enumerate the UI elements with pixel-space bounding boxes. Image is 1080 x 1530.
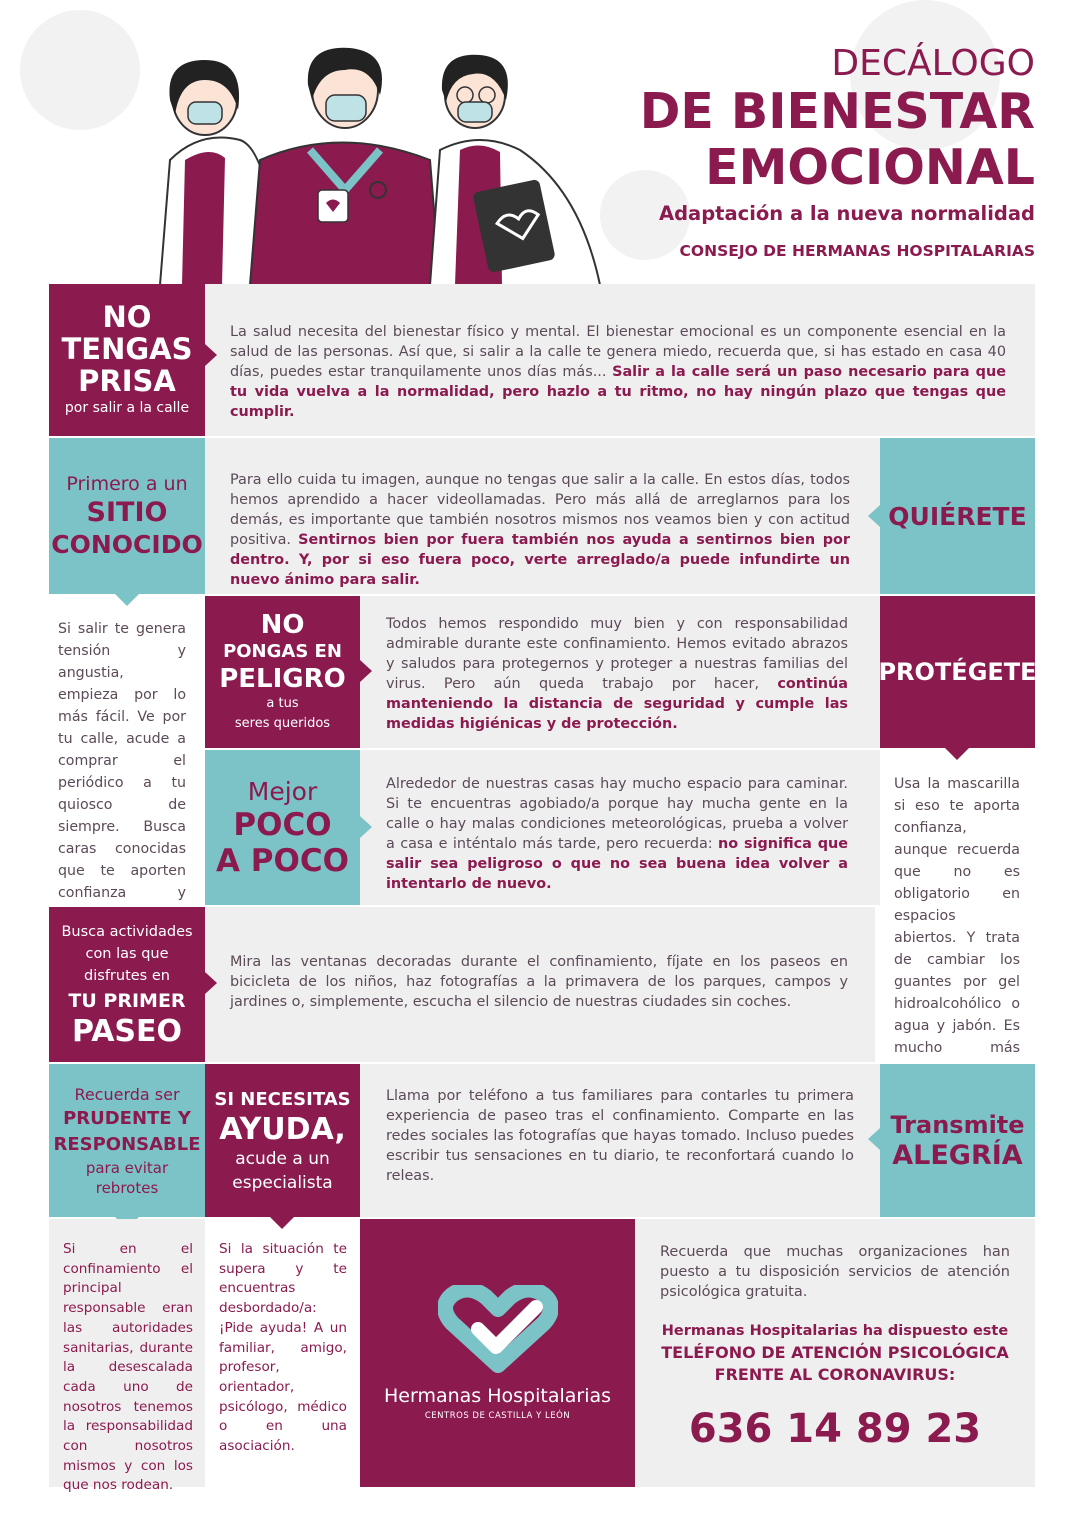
quierete-label: QUIÉRETE: [888, 501, 1027, 531]
s7-r1: Transmite: [890, 1110, 1025, 1139]
s1-t3: PRISA: [78, 364, 176, 398]
arrow: [360, 660, 372, 682]
arrow: [205, 344, 217, 366]
hh3: FRENTE AL CORONAVIRUS:: [714, 1365, 956, 1384]
arrow: [868, 505, 880, 527]
s6-t2: PRUDENTE Y: [63, 1107, 191, 1129]
s5-t2: con las que: [85, 945, 169, 962]
alegria-box: [880, 1064, 1035, 1217]
s3-t4: a tus: [266, 696, 299, 711]
s6-t3: RESPONSABLE: [53, 1133, 201, 1155]
s5-t1: Busca actividades: [61, 923, 193, 940]
bottom-left-text: Si en el confinamiento el principal responsable eran las autoridades sanitarias, durante la desescalada cada uno de nosotros tenemos la responsabilidad con nosotros mismos y con los que nos rodean.: [63, 1241, 193, 1494]
header-line2: DE BIENESTAR: [639, 83, 1035, 140]
heart-logo-icon: [438, 1285, 558, 1375]
hh2: TELÉFONO DE ATENCIÓN PSICOLÓGICA: [661, 1343, 1009, 1362]
s6-t5: rebrotes: [95, 1178, 159, 1197]
section-7-title: [205, 1064, 360, 1217]
arrow: [205, 972, 217, 994]
header-subtitle: Adaptación a la nueva normalidad: [658, 202, 1035, 225]
s1-t1: NO: [102, 300, 152, 334]
s1-p: La salud necesita del bienestar físico y mental. El bienestar emocional es un componente esencial en la salud de las personas. Así que, si salir a la calle te genera miedo, recuerda que, si has estado en casa 40 días, puedes estar tranquilamente unos días más...: [230, 324, 1006, 380]
s7-t4: especialista: [232, 1172, 333, 1193]
header: [640, 44, 1035, 262]
s7-t2: AYUDA,: [219, 1111, 346, 1147]
s2-bold: Sentirnos bien por fuera también nos ayuda a sentirnos bien por dentro. Y, por si eso fuera poco, verte arreglado/a puede infundirte un nuevo ánimo para salir.: [230, 532, 851, 588]
section-7-text: Llama por teléfono a tus familiares para contarles tu primera experiencia de paseo tras el confinamiento. Comparte en las redes sociales las fotografías que hayas tomado. Incluso puedes escribir tus sensaciones en tu diario, te reconfortará cuando lo releas.: [386, 1088, 854, 1184]
section-3-text: [386, 614, 848, 734]
section-5-text: Mira las ventanas decoradas durante el confinamiento, fíjate en los paseos en bicicleta de los niños, haz fotografías a la primavera de los parques, campos y jardines o, simplemente, escucha el silencio de nuestras ciudades sin coches.: [230, 954, 848, 1010]
section-3-title: [205, 596, 360, 748]
arrow: [270, 1217, 294, 1229]
s5-t4: TU PRIMER: [68, 989, 186, 1012]
s2-p: Para ello cuida tu imagen, aunque no tengas que salir a la calle. En estos días, todos hemos aprendido a hacer videollamadas. Pero más allá de arreglarnos para los demás, es importante que también nosotros mismos nos veamos bien y con actitud positiva.: [230, 472, 850, 548]
logo-sub: CENTROS DE CASTILLA Y LEÓN: [424, 1411, 571, 1421]
s4-p: Alrededor de nuestras casas hay mucho espacio para caminar. Si te encuentras agobiado/a porque hay mucha gente en la calle o hay malas condiciones meteorológicas, prueba a volver a casa e inténtalo más tarde, pero recuerda:: [386, 776, 848, 852]
info-text: Recuerda que muchas organizaciones han puesto a tu disposición servicios de atención psicológica gratuita.: [660, 1244, 1010, 1300]
arrow: [360, 816, 372, 838]
s6-t4: para evitar: [85, 1158, 169, 1177]
left-column-text-1: Si salir te genera tensión y angustia, empieza por lo más fácil. Ve por tu calle, acude a comprar el periódico a tu quiosco de siempre. Busca caras conocidas que te aporten confianza y: [58, 621, 186, 901]
section-1-title: [49, 284, 205, 436]
s5-t5: PASEO: [71, 1013, 183, 1049]
hh1: Hermanas Hospitalarias ha dispuesto este: [661, 1323, 1009, 1339]
header-org: CONSEJO DE HERMANAS HOSPITALARIAS: [679, 242, 1035, 260]
section-6-title: [49, 1064, 205, 1217]
s7-r2: ALEGRÍA: [892, 1139, 1023, 1171]
s3-t2: PONGAS EN: [223, 641, 342, 662]
s4-t1: Mejor: [247, 776, 318, 806]
s5-t3: disfrutes en: [84, 967, 170, 984]
section-2-title: [49, 438, 205, 594]
s3-p: Todos hemos respondido muy bien y con responsabilidad admirable durante este confinamiento. Hemos evitado abrazos y saludos para protegernos y proteger a nuestras familias del virus. Pero aún queda trabajo por hacer,: [386, 616, 848, 692]
s6-t1: Recuerda ser: [74, 1084, 180, 1104]
protegete-box: [880, 596, 1035, 748]
header-line3: EMOCIONAL: [705, 139, 1035, 196]
quierete-box: [880, 438, 1035, 594]
s4-bold: no significa que salir sea peligroso o que no sea buena idea volver a intentarlo de nuevo.: [386, 836, 848, 892]
s7-t3: acude a un: [235, 1148, 330, 1169]
s3-t3: PELIGRO: [219, 664, 346, 694]
s7-t1: SI NECESITAS: [214, 1088, 351, 1110]
s1-t4: por salir a la calle: [64, 400, 190, 416]
section-4-title: [205, 750, 360, 905]
arrow: [115, 594, 139, 606]
s2-t1: Primero a un: [66, 473, 188, 495]
phone-info: [640, 1320, 1030, 1454]
arrow: [945, 748, 969, 760]
s4-t3: A POCO: [216, 842, 349, 879]
s3-t5: seres queridos: [234, 716, 331, 731]
section-5-title: [49, 907, 205, 1062]
section-2-text: [230, 470, 850, 590]
s3-bold: continúa manteniendo la distancia de seguridad y cumple las medidas higiénicas y de protección.: [386, 676, 848, 732]
arrow: [868, 1128, 880, 1150]
s1-t2: TENGAS: [61, 332, 193, 366]
s3-t1: NO: [260, 610, 305, 640]
virus-decoration: [20, 10, 140, 130]
bottom-mid-text: Si la situación te supera y te encuentras desbordado/a: ¡Pide ayuda! A un familiar, amigo, profesor, orientador, psicólogo, médico o en una asociación.: [219, 1241, 347, 1455]
logo-name: Hermanas Hospitalarias: [383, 1385, 612, 1407]
logo-box: [360, 1219, 635, 1487]
section-4-text: [386, 774, 848, 894]
s1-bold: Salir a la calle será un paso necesario para que tu vida vuelva a la normalidad, pero hazlo a tu ritmo, no hay ningún plazo que tengas que cumplir.: [230, 364, 1006, 420]
s2-t3: CONOCIDO: [51, 530, 203, 559]
protegete-label: PROTÉGETE: [878, 658, 1037, 686]
s2-t2: SITIO: [86, 497, 168, 528]
header-line1: DECÁLOGO: [831, 43, 1035, 84]
right-column-text-1: Usa la mascarilla si eso te aporta confianza, aunque recuerda que no es obligatorio en espacios abiertos. Y trata de cambiar los guantes por gel hidroalcohólico o agua y jabón. Es mucho más: [894, 776, 1020, 1056]
section-1-text: [230, 322, 1006, 422]
doctors-illustration: [140, 40, 620, 285]
s4-t2: POCO: [233, 806, 332, 843]
phone-number[interactable]: 636 14 89 23: [688, 1406, 982, 1452]
